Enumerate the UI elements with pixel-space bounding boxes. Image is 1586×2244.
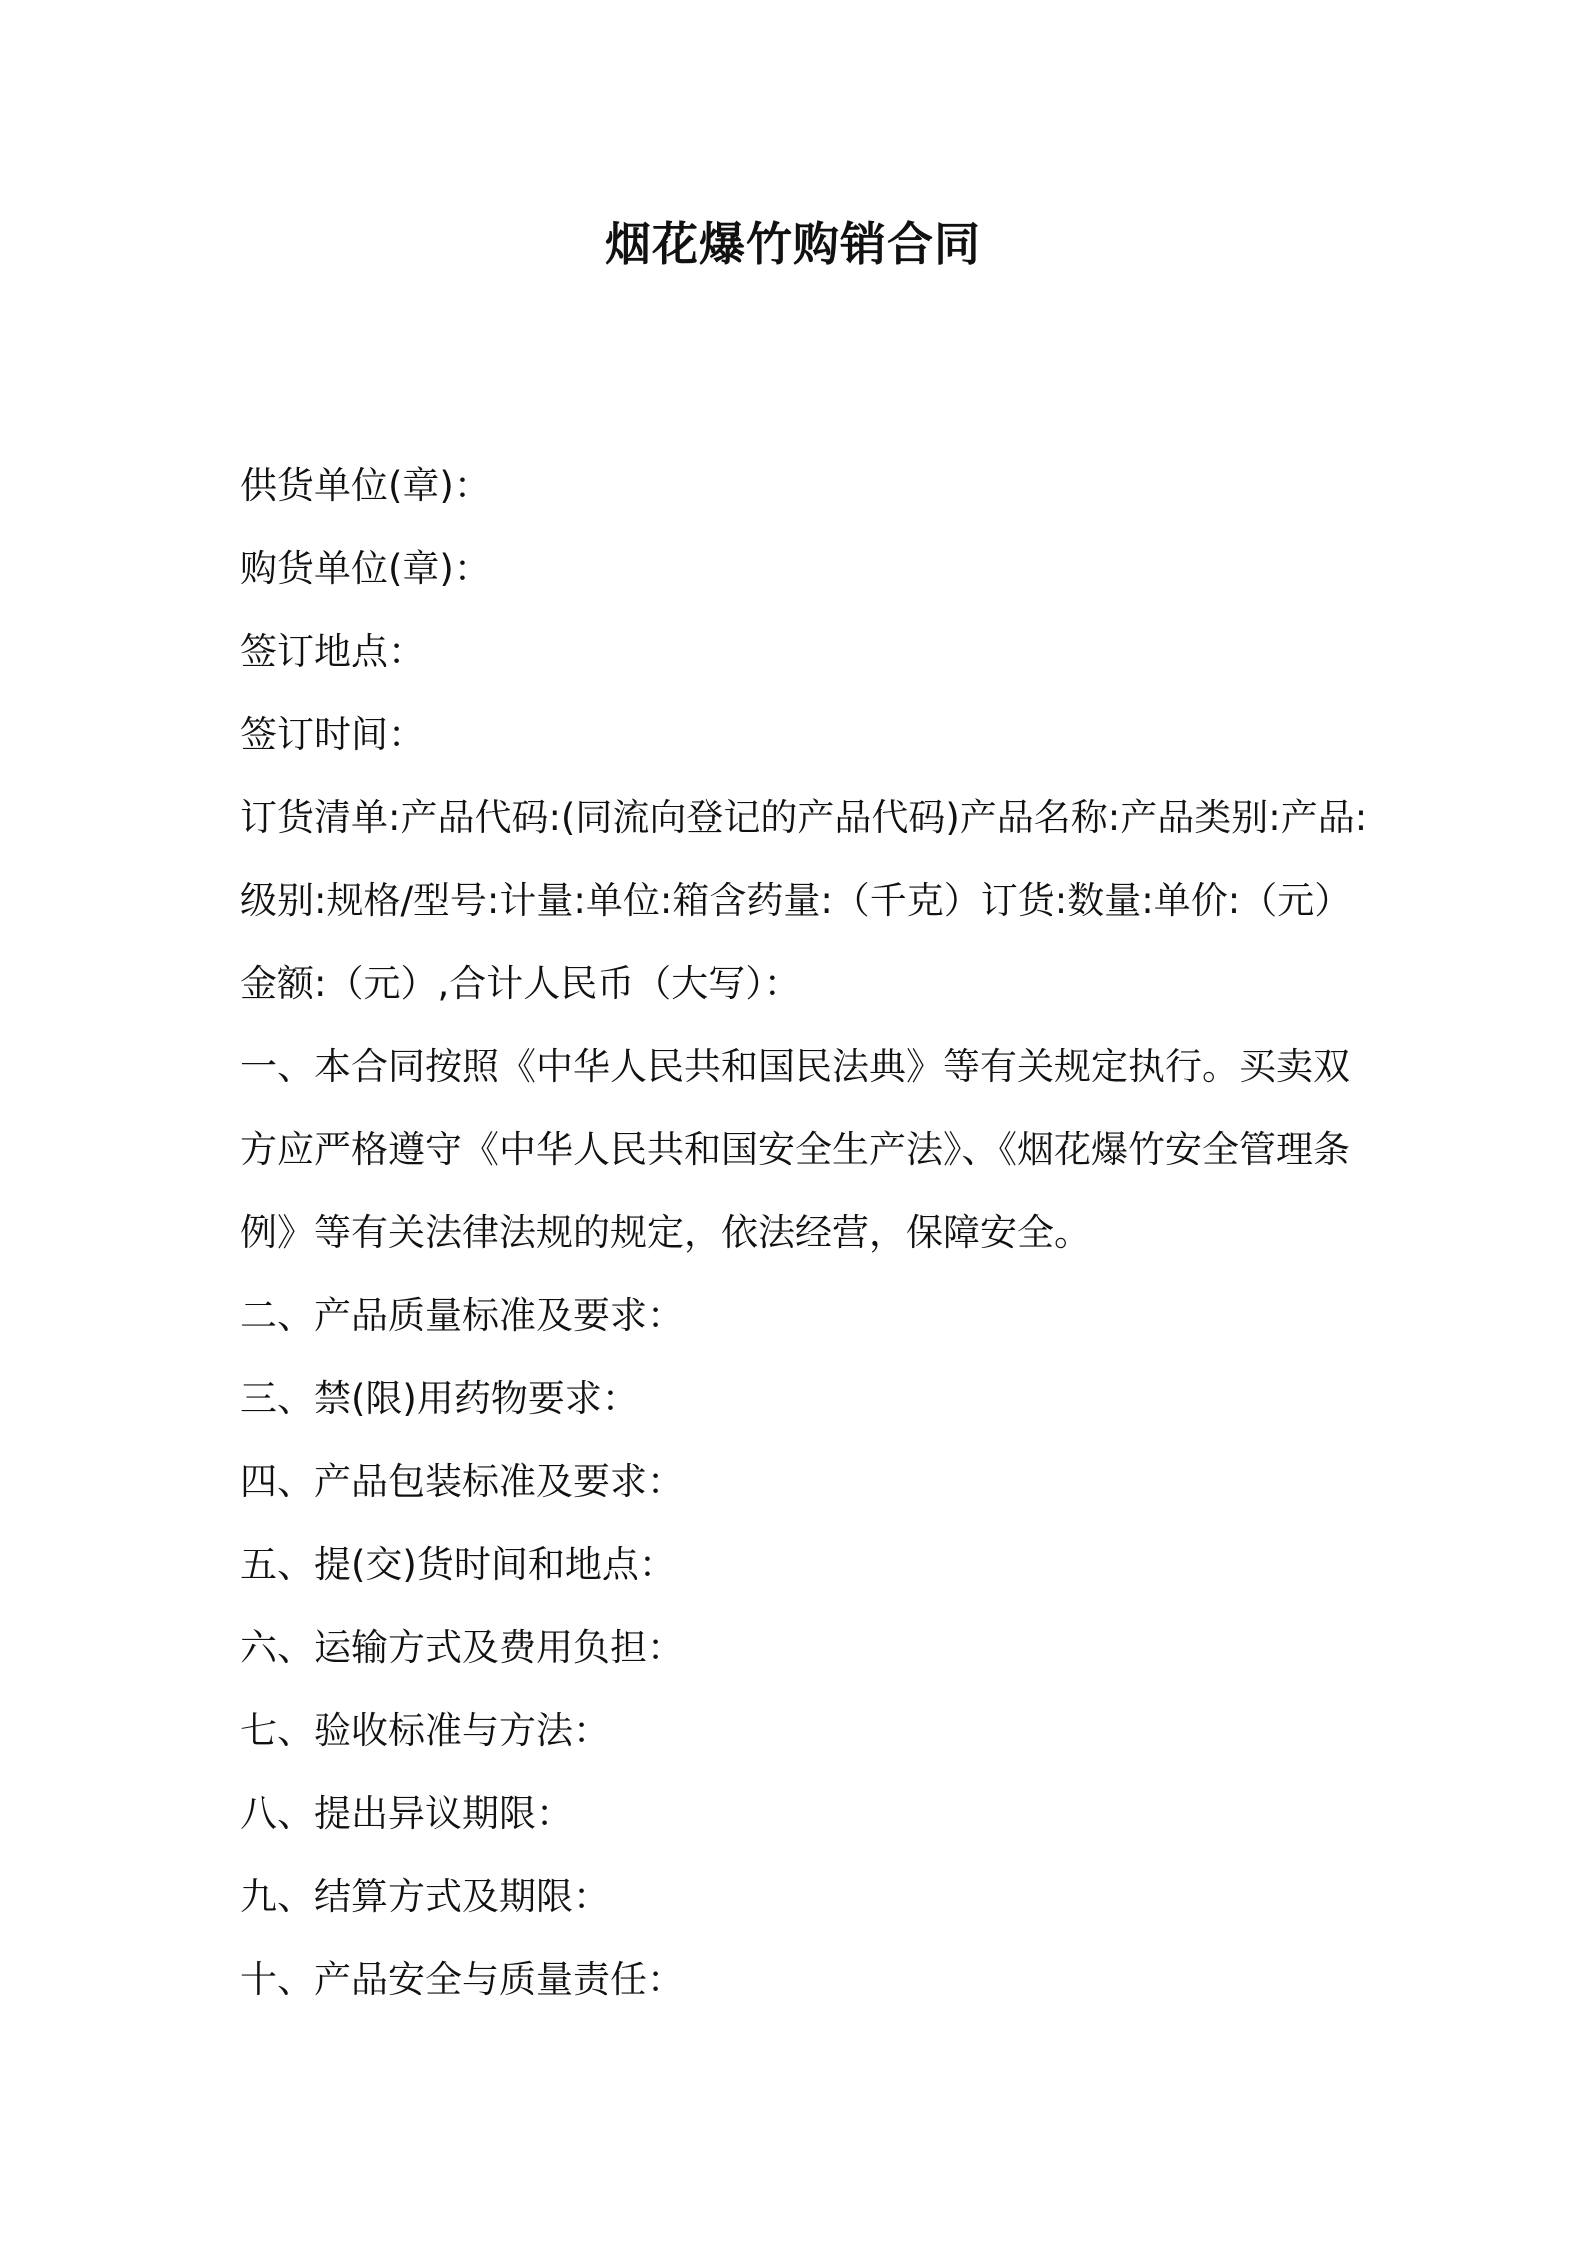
document-title: 烟花爆竹购销合同 — [605, 217, 981, 271]
document-body — [240, 444, 1370, 2021]
order-list-paragraph: 订货清单:产品代码:(同流向登记的产品代码)产品名称:产品类别:产品:级别:规格/型号:计量:单位:箱含药量:（千克）订货:数量:单价:（元）金额:（元）,合计人民币（大写）： — [240, 796, 1368, 1005]
signing-place-field: 签订地点： — [240, 630, 425, 673]
signing-time-field: 签订时间： — [240, 713, 425, 756]
clause-3: 三、禁(限)用药物要求： — [240, 1377, 639, 1420]
supplier-field: 供货单位(章)： — [240, 464, 491, 507]
clause-9: 九、结算方式及期限： — [240, 1875, 610, 1918]
clause-7: 七、验收标准与方法： — [240, 1709, 610, 1752]
clause-4: 四、产品包装标准及要求： — [240, 1460, 684, 1503]
clause-1-paragraph: 一、本合同按照《中华人民共和国民法典》等有关规定执行。买卖双方应严格遵守《中华人民共和国安全生产法》、《烟花爆竹安全管理条例》等有关法律法规的规定，依法经营，保障安全。 — [240, 1045, 1350, 1254]
clause-8: 八、提出异议期限： — [240, 1792, 573, 1835]
clause-6: 六、运输方式及费用负担： — [240, 1626, 684, 1669]
clause-10: 十、产品安全与质量责任： — [240, 1958, 684, 2001]
clause-2: 二、产品质量标准及要求： — [240, 1294, 684, 1337]
buyer-field: 购货单位(章)： — [240, 547, 491, 590]
clause-5: 五、提(交)货时间和地点： — [240, 1543, 676, 1586]
